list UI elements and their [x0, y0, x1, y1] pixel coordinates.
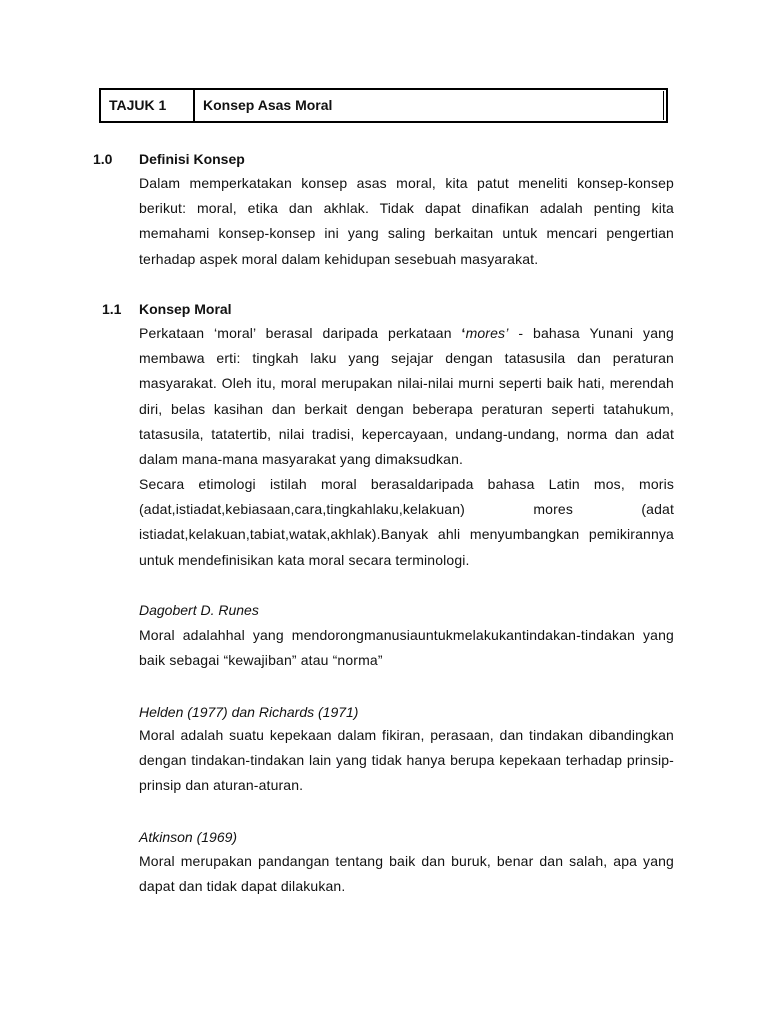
definition-author-atkinson: Atkinson (1969)	[139, 829, 238, 845]
definition-author-runes: Dagobert D. Runes	[139, 602, 259, 618]
topic-header-table	[99, 88, 668, 123]
body-intro: Perkataan ‘moral’ berasal daripada perkataan	[139, 325, 462, 341]
definition-text-helden-richards: Moral adalah suatu kepekaan dalam fikiran, perasaan, dan tindakan dibandingkan dengan tindakan-tindakan lain yang tidak hanya berupa kepekaan terhadap prinsip-prinsip dan aturan-aturan.	[139, 727, 674, 794]
topic-number: TAJUK 1	[101, 90, 195, 121]
section-number-1-0: 1.0	[93, 151, 113, 167]
topic-title: Konsep Asas Moral	[203, 97, 333, 113]
section-1-0-body: Dalam memperkatakan konsep asas moral, kita patut meneliti konsep-konsep berikut: moral, etika dan akhlak. Tidak dapat dinafikan adalah penting kita memahami konsep-konsep ini yang saling berkaitan untuk mencari pengertian terhadap aspek moral dalam kehidupan sesebuah masyarakat.	[139, 175, 674, 267]
section-title-definisi-konsep: Definisi Konsep	[139, 151, 245, 167]
section-number-1-1: 1.1	[102, 301, 122, 317]
body-continuation: - bahasa Yunani yang membawa erti: tingkah laku yang sejajar dengan tatasusila dan peraturan masyarakat. Oleh itu, moral merupakan nilai-nilai murni seperti baik hati, merendah diri, belas kasihan dan berkait dengan beberapa peraturan seperti tatahukum, tatasusila, tatatertib, nilai tradisi, kepercayaan, undang-undang, norma dan adat dalam mana-mana masyarakat yang dimaksudkan.	[139, 325, 674, 468]
section-1-1-body	[139, 321, 674, 472]
definition-author-helden-richards: Helden (1977) dan Richards (1971)	[139, 704, 359, 720]
close-quote: ’	[505, 325, 509, 341]
section-title-konsep-moral: Konsep Moral	[139, 301, 232, 317]
definition-text-runes: Moral adalahhal yang mendorongmanusiauntukmelakukantindakan-tindakan yang baik sebagai “kewajiban” atau “norma”	[139, 627, 674, 669]
section-1-1-etymology: Secara etimologi istilah moral berasaldaripada bahasa Latin mos, moris (adat,istiadat,kebiasaan,cara,tingkahlaku,kelakuan) mores (adat istiadat,kelakuan,tabiat,watak,akhlak).Banyak ahli menyumbangkan pemikirannya untuk mendefinisikan kata moral secara terminologi.	[139, 476, 674, 568]
term-mores: mores	[465, 325, 506, 341]
definition-text-atkinson: Moral merupakan pandangan tentang baik dan buruk, benar dan salah, apa yang dapat dan tidak dapat dilakukan.	[139, 853, 674, 895]
open-quote: ‘	[461, 325, 466, 341]
